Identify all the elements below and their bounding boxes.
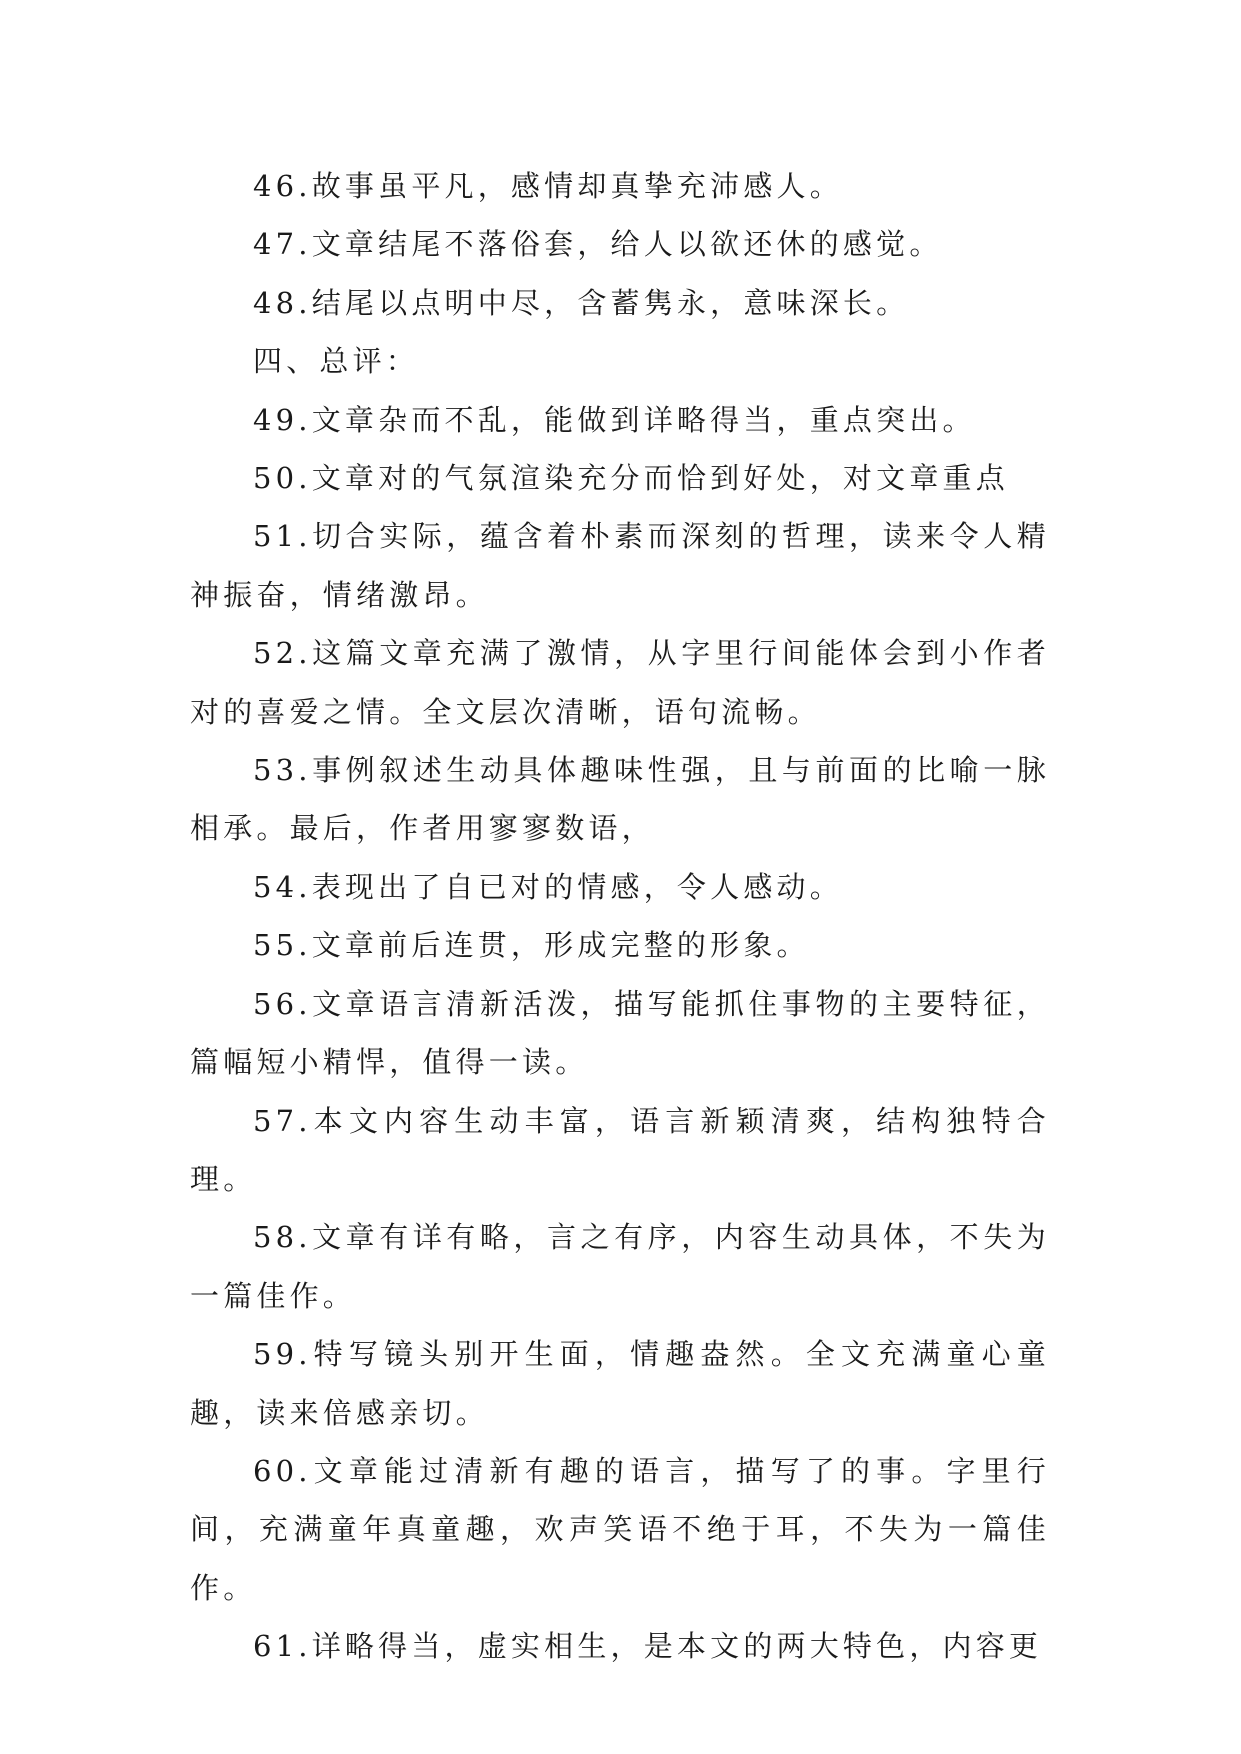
paragraph-52: 52.这篇文章充满了激情，从字里行间能体会到小作者对的喜爱之情。全文层次清晰，语句流畅。 bbox=[190, 636, 1050, 729]
paragraph-46: 46.故事虽平凡，感情却真挚充沛感人。 bbox=[253, 169, 843, 203]
paragraph-60: 60.文章能过清新有趣的语言，描写了的事。字里行间，充满童年真童趣，欢声笑语不绝于耳，不失为一篇佳作。 bbox=[190, 1453, 1050, 1605]
paragraph-54: 54.表现出了自已对的情感，令人感动。 bbox=[253, 869, 843, 904]
section-heading-overall-review: 四、总评： bbox=[253, 344, 420, 379]
paragraph-59: 59.特写镜头别开生面，情趣盎然。全文充满童心童趣，读来倍感亲切。 bbox=[190, 1337, 1050, 1430]
paragraph-47: 47.文章结尾不落俗套，给人以欲还休的感觉。 bbox=[253, 227, 943, 262]
document-body bbox=[190, 157, 1050, 1676]
paragraph-53: 53.事例叙述生动具体趣味性强，且与前面的比喻一脉相承。最后，作者用寥寥数语， bbox=[190, 753, 1050, 846]
paragraph-55: 55.文章前后连贯，形成完整的形象。 bbox=[253, 928, 810, 963]
paragraph-57: 57.本文内容生动丰富，语言新颖清爽，结构独特合理。 bbox=[190, 1103, 1050, 1196]
paragraph-48: 48.结尾以点明中尽，含蓄隽永，意味深长。 bbox=[253, 285, 910, 320]
paragraph-49: 49.文章杂而不乱，能做到详略得当，重点突出。 bbox=[253, 402, 976, 437]
paragraph-61: 61.详略得当，虚实相生，是本文的两大特色，内容更 bbox=[253, 1629, 1043, 1664]
paragraph-58: 58.文章有详有略，言之有序，内容生动具体，不失为一篇佳作。 bbox=[190, 1220, 1050, 1313]
paragraph-51: 51.切合实际，蕴含着朴素而深刻的哲理，读来令人精神振奋，情绪激昂。 bbox=[190, 519, 1050, 612]
paragraph-56: 56.文章语言清新活泼，描写能抓住事物的主要特征，篇幅短小精悍，值得一读。 bbox=[190, 986, 1050, 1080]
paragraph-50: 50.文章对的气氛渲染充分而恰到好处，对文章重点 bbox=[253, 461, 1009, 496]
